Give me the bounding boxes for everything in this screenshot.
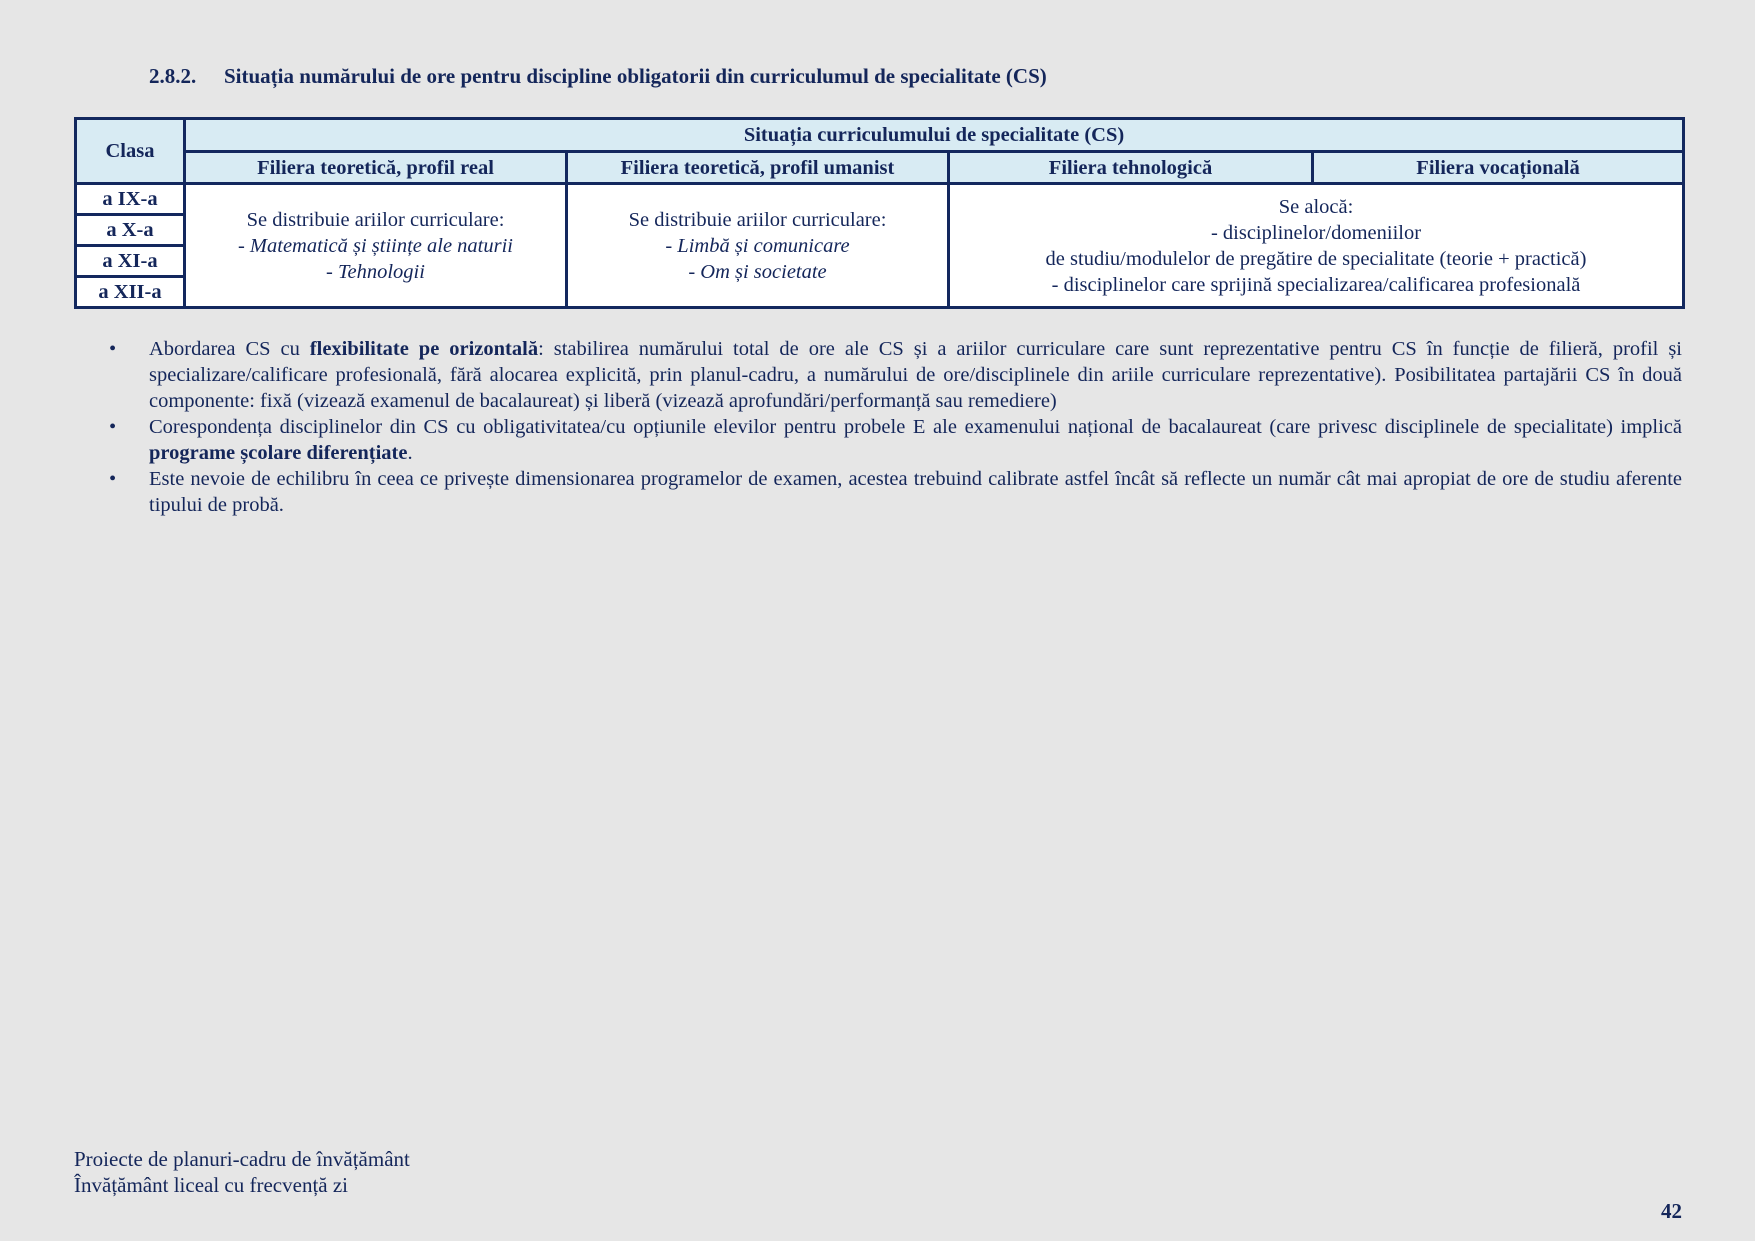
cell-tehnologica-vocationala [949,184,1684,308]
umanist-item: - Om și societate [688,260,827,283]
tehno-line: - disciplinelor/domeniilor [1210,221,1422,244]
footer-line-2: Învățământ liceal cu frecvență zi [74,1173,349,1197]
header-filiera-vocationala: Filiera vocațională [1313,152,1684,184]
cell-real [185,184,567,308]
note-emphasis: flexibilitate pe orizontală [309,338,539,360]
cs-table [74,117,1685,309]
real-intro: Se distribuie ariilor curriculare: [246,208,505,231]
footer-line-1: Proiecte de planuri-cadru de învățământ [74,1147,410,1171]
real-item: - Tehnologii [326,260,425,283]
notes-list [109,336,1682,518]
cell-umanist [567,184,949,308]
table-row [76,184,1684,215]
table-header-row-2 [76,152,1684,184]
note-text: Abordarea CS cu [149,338,310,360]
note-text: Este nevoie de echilibru în ceea ce privește dimensionarea programelor de examen, acestea trebuind calibrate astfel încât să reflecte un număr cât mai apropiat de ore de studiu aferente tipului de probă. [149,468,1682,516]
header-clasa: Clasa [76,119,185,184]
real-item: - Matematică și științe ale naturii [237,234,513,257]
header-cs-situation: Situația curriculumului de specialitate (CS) [185,119,1684,152]
class-cell: a XI-a [76,246,185,277]
tehno-line: - disciplinelor care sprijină specializarea/calificarea profesională [1051,273,1581,296]
header-filiera-tehnologica: Filiera tehnologică [949,152,1313,184]
footer [74,1146,410,1198]
list-item [109,336,1682,414]
class-cell: a IX-a [76,184,185,215]
bullet-icon: • [109,416,117,438]
section-heading [149,64,1047,89]
note-text: Corespondența disciplinelor din CS cu obligativitatea/cu opțiunile elevilor pentru probele E ale examenului național de bacalaureat (care privesc disciplinele de specialitate) implică [149,416,1682,438]
list-item [109,466,1682,518]
note-text: . [407,442,413,464]
tehno-line: de studiu/modulelor de pregătire de specialitate (teorie + practică) [1045,247,1587,270]
note-text: : stabilirea numărului total de ore ale CS și a ariilor curriculare care sunt reprezentative pentru CS în funcție de filieră, profil și specializare/calificare profesională, fără alocarea explicită, prin planul-cadru, a numărului de ore/disciplinele din ariile curriculare reprezentative). Posibilitatea partajării CS în două componente: fixă (vizează examenul de bacalaureat) și liberă (vizează aprofundări/performanță sau remediere) [149,338,1682,412]
section-title: Situația numărului de ore pentru discipline obligatorii din curriculumul de specialitate (CS) [224,64,1047,88]
page-number: 42 [1661,1199,1682,1223]
umanist-intro: Se distribuie ariilor curriculare: [628,208,887,231]
class-cell: a X-a [76,215,185,246]
tehno-line: Se alocă: [1278,195,1354,218]
class-cell: a XII-a [76,277,185,308]
header-filiera-umanist: Filiera teoretică, profil umanist [567,152,949,184]
list-item [109,414,1682,466]
table-header-row-1 [76,119,1684,152]
header-filiera-real: Filiera teoretică, profil real [185,152,567,184]
section-number: 2.8.2. [149,64,197,88]
umanist-item: - Limbă și comunicare [665,234,850,257]
bullet-icon: • [109,468,117,490]
bullet-icon: • [109,338,117,360]
note-emphasis: programe școlare diferențiate [149,442,408,464]
